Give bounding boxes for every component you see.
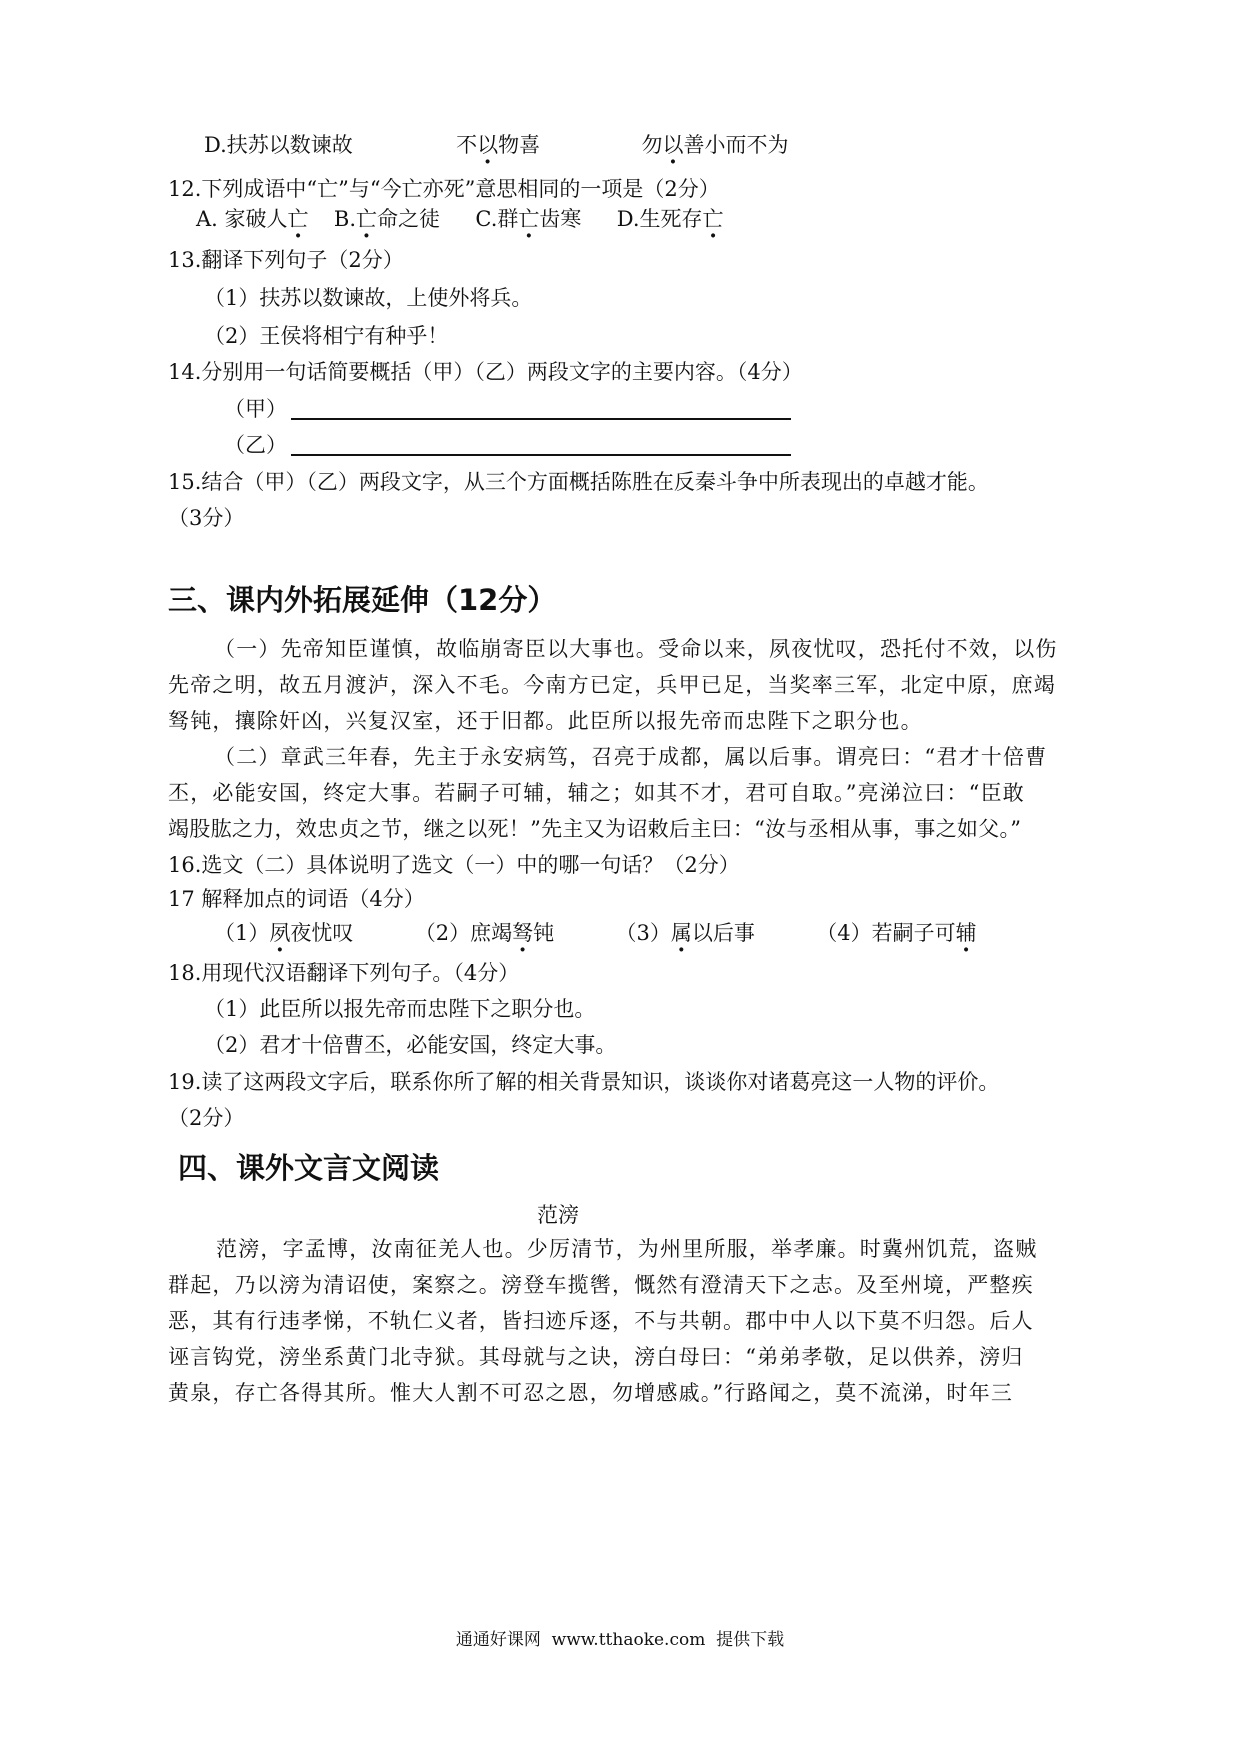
q12-option-c: C.群亡齿寒 [475,207,582,231]
page-footer: 通通好课网 www.tthaoke.com 提供下载 [455,1630,785,1650]
emphasis-dot-char: 亡 [518,207,540,231]
q19-line-2: （2分） [168,1106,245,1130]
emphasis-dot-char: 夙 [269,921,291,945]
emphasis-dot-char: 亡 [702,207,724,231]
q15-line-2: （3分） [168,506,245,530]
q17-stem: 17 解释加点的词语（4分） [168,887,425,911]
q18-sentence-1: （1）此臣所以报先帝而忠陛下之职分也。 [204,997,596,1021]
section4-line-2: 群起，乃以滂为清诏使，案察之。滂登车揽辔，慨然有澄清天下之志。及至州境，严整疾 [168,1273,1034,1297]
section3-p1-line-3: 驽钝，攘除奸凶，兴复汉室，还于旧都。此臣所以报先帝而忠陛下之职分也。 [168,709,923,733]
emphasis-dot-char: 以 [477,133,499,157]
emphasis-dot-char: 亡 [356,207,378,231]
q14-answer-yi [224,430,791,460]
section4-line-1: 范滂，字孟博，汝南征羌人也。少厉清节，为州里所服，举孝廉。时冀州饥荒，盗贼 [216,1237,1038,1261]
q14-jia-label: （甲） [224,397,287,421]
section3-p2-line-2: 丕，必能安国，终定大事。若嗣子可辅，辅之；如其不才，君可自取。”亮涕泣曰：“臣敢 [168,781,1025,805]
section4-line-4: 诬言钩党，滂坐系黄门北寺狱。其母就与之诀，滂白母曰：“弟弟孝敬，足以供养，滂归 [168,1345,1024,1369]
q12-stem: 12.下列成语中“亡”与“今亡亦死”意思相同的一项是（2分） [168,177,720,201]
section3-p2-line-3: 竭股肱之力，效忠贞之节，继之以死！”先主又为诏敕后主曰：“汝与丞相从事，事之如父。” [168,817,1022,841]
passage-title: 范滂 [537,1203,579,1227]
q19-line-1: 19.读了这两段文字后，联系你所了解的相关背景知识，谈谈你对诸葛亮这一人物的评价。 [168,1070,1000,1094]
section4-line-3: 恶，其有行违孝悌，不轨仁义者，皆扫迹斥逐，不与共朝。郡中中人以下莫不归怨。后人 [168,1309,1034,1333]
q12-option-b: B.亡命之徒 [333,207,441,231]
q11-option-d-line [204,130,789,160]
q17-item-2: （2）庶竭驽钝 [414,921,555,945]
q17-item-3: （3）属以后事 [615,921,755,945]
section-4-heading: 四、课外文言文阅读 [178,1151,440,1185]
q14-stem: 14.分别用一句话简要概括（甲）（乙）两段文字的主要内容。（4分） [168,360,803,384]
q18-stem: 18.用现代汉语翻译下列句子。（4分） [168,961,520,985]
q16-stem: 16.选文（二）具体说明了选文（一）中的哪一句话？（2分） [168,853,740,877]
section3-p1-line-1: （一）先帝知臣谨慎，故临崩寄臣以大事也。受命以来，夙夜忧叹，恐托付不效，以伤 [214,637,1058,661]
answer-blank-line[interactable] [291,434,791,456]
q13-sentence-2: （2）王侯将相宁有种乎！ [204,324,449,348]
q14-answer-jia [224,394,791,424]
emphasis-dot-char: 属 [670,921,692,945]
q13-sentence-1: （1）扶苏以数谏故，上使外将兵。 [204,286,533,310]
q12-option-d: D.生死存亡 [616,207,724,231]
emphasis-dot-char: 亡 [287,207,309,231]
section-3-heading: 三、课内外拓展延伸（12分） [168,583,557,617]
q15-line-1: 15.结合（甲）（乙）两段文字，从三个方面概括陈胜在反秦斗争中所表现出的卓越才能。 [168,470,989,494]
section4-line-5: 黄泉，存亡各得其所。惟大人割不可忍之恩，勿增感戚。”行路闻之，莫不流涕，时年三 [168,1381,1014,1405]
q13-stem: 13.翻译下列句子（2分） [168,248,404,272]
q17-item-1: （1）夙夜忧叹 [214,921,354,945]
q17-item-4: （4）若嗣子可辅 [816,921,977,945]
section3-p2-line-1: （二）章武三年春，先主于永安病笃，召亮于成都，属以后事。谓亮曰：“君才十倍曹 [214,745,1048,769]
q11-d-phrase-b: 不以物喜 [456,133,541,157]
q17-items [214,918,977,948]
q14-yi-label: （乙） [224,433,287,457]
emphasis-dot-char: 以 [662,133,684,157]
q11-d-phrase-c: 勿以善小而不为 [641,133,789,157]
emphasis-dot-char: 驽 [512,921,534,945]
section3-p1-line-2: 先帝之明，故五月渡泸，深入不毛。今南方已定，兵甲已足，当奖率三军，北定中原，庶竭 [168,673,1056,697]
answer-blank-line[interactable] [291,398,791,420]
q12-options [196,204,724,234]
q18-sentence-2: （2）君才十倍曹丕，必能安国，终定大事。 [204,1033,617,1057]
emphasis-dot-char: 辅 [955,921,977,945]
q12-option-a: A. 家破人亡 [196,207,309,231]
q11-d-label: D.扶苏以数谏故 [204,133,353,157]
